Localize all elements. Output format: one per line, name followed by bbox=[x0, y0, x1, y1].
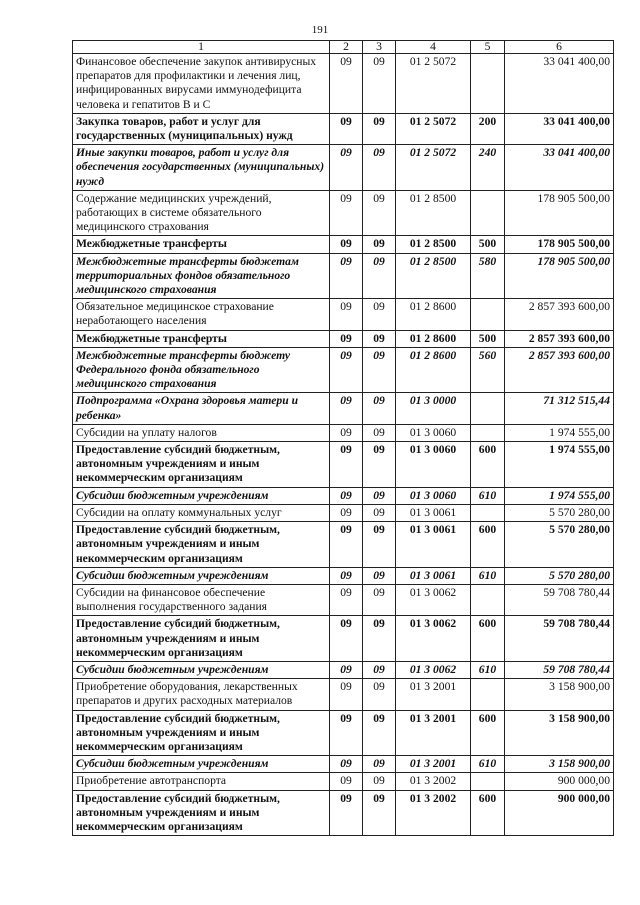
row-section: 09 bbox=[330, 253, 363, 299]
row-amount: 178 905 500,00 bbox=[505, 236, 614, 253]
table-row bbox=[73, 522, 614, 568]
row-subsection: 09 bbox=[363, 790, 396, 836]
row-section: 09 bbox=[330, 567, 363, 584]
table-row bbox=[73, 661, 614, 678]
row-section: 09 bbox=[330, 584, 363, 615]
row-amount: 5 570 280,00 bbox=[505, 522, 614, 568]
row-amount: 59 708 780,44 bbox=[505, 661, 614, 678]
row-section: 09 bbox=[330, 487, 363, 504]
row-expense-type bbox=[471, 504, 505, 521]
row-target-code: 01 3 0062 bbox=[396, 661, 471, 678]
row-name: Субсидии на финансовое обеспечение выполнения государственного задания bbox=[73, 584, 330, 615]
row-section: 09 bbox=[330, 442, 363, 488]
table-row bbox=[73, 710, 614, 756]
row-subsection: 09 bbox=[363, 54, 396, 114]
table-row bbox=[73, 113, 614, 144]
row-name: Субсидии бюджетным учреждениям bbox=[73, 567, 330, 584]
row-target-code: 01 3 0060 bbox=[396, 424, 471, 441]
row-target-code: 01 3 0000 bbox=[396, 393, 471, 424]
budget-table bbox=[72, 40, 614, 836]
row-subsection: 09 bbox=[363, 584, 396, 615]
row-section: 09 bbox=[330, 773, 363, 790]
row-amount: 33 041 400,00 bbox=[505, 145, 614, 191]
row-target-code: 01 3 2001 bbox=[396, 710, 471, 756]
row-amount: 178 905 500,00 bbox=[505, 190, 614, 236]
table-row bbox=[73, 487, 614, 504]
row-subsection: 09 bbox=[363, 487, 396, 504]
row-target-code: 01 2 8500 bbox=[396, 253, 471, 299]
row-subsection: 09 bbox=[363, 504, 396, 521]
row-subsection: 09 bbox=[363, 424, 396, 441]
row-subsection: 09 bbox=[363, 679, 396, 710]
row-amount: 33 041 400,00 bbox=[505, 113, 614, 144]
row-target-code: 01 3 0060 bbox=[396, 487, 471, 504]
row-amount: 5 570 280,00 bbox=[505, 504, 614, 521]
table-row bbox=[73, 190, 614, 236]
table-row bbox=[73, 756, 614, 773]
row-amount: 2 857 393 600,00 bbox=[505, 299, 614, 330]
header-col-2: 2 bbox=[330, 41, 363, 54]
row-subsection: 09 bbox=[363, 190, 396, 236]
row-target-code: 01 3 0062 bbox=[396, 584, 471, 615]
row-section: 09 bbox=[330, 330, 363, 347]
row-expense-type bbox=[471, 54, 505, 114]
row-section: 09 bbox=[330, 54, 363, 114]
row-name: Подпрограмма «Охрана здоровья матери и ребенка» bbox=[73, 393, 330, 424]
page-number: 191 bbox=[311, 24, 329, 36]
table-row bbox=[73, 773, 614, 790]
row-target-code: 01 2 8500 bbox=[396, 236, 471, 253]
row-expense-type: 600 bbox=[471, 710, 505, 756]
row-name: Межбюджетные трансферты bbox=[73, 330, 330, 347]
row-subsection: 09 bbox=[363, 236, 396, 253]
table-row bbox=[73, 393, 614, 424]
row-amount: 5 570 280,00 bbox=[505, 567, 614, 584]
row-subsection: 09 bbox=[363, 616, 396, 662]
row-name: Предоставление субсидий бюджетным, автономным учреждениям и иным некоммерческим организациям bbox=[73, 710, 330, 756]
row-expense-type: 610 bbox=[471, 567, 505, 584]
table-row bbox=[73, 253, 614, 299]
row-amount: 1 974 555,00 bbox=[505, 487, 614, 504]
row-name: Приобретение автотранспорта bbox=[73, 773, 330, 790]
row-expense-type bbox=[471, 393, 505, 424]
row-subsection: 09 bbox=[363, 145, 396, 191]
row-expense-type: 600 bbox=[471, 616, 505, 662]
row-amount: 900 000,00 bbox=[505, 773, 614, 790]
table-header-row bbox=[73, 41, 614, 54]
row-subsection: 09 bbox=[363, 522, 396, 568]
row-name: Субсидии на оплату коммунальных услуг bbox=[73, 504, 330, 521]
row-expense-type: 240 bbox=[471, 145, 505, 191]
table-row bbox=[73, 236, 614, 253]
row-target-code: 01 2 5072 bbox=[396, 54, 471, 114]
table-row bbox=[73, 424, 614, 441]
row-name: Предоставление субсидий бюджетным, автономным учреждениям и иным некоммерческим организациям bbox=[73, 616, 330, 662]
row-section: 09 bbox=[330, 616, 363, 662]
header-col-3: 3 bbox=[363, 41, 396, 54]
row-subsection: 09 bbox=[363, 442, 396, 488]
row-expense-type bbox=[471, 190, 505, 236]
row-expense-type bbox=[471, 679, 505, 710]
row-expense-type: 200 bbox=[471, 113, 505, 144]
row-name: Межбюджетные трансферты bbox=[73, 236, 330, 253]
row-name: Иные закупки товаров, работ и услуг для обеспечения государственных (муниципальных) нужд bbox=[73, 145, 330, 191]
row-target-code: 01 3 2001 bbox=[396, 756, 471, 773]
row-section: 09 bbox=[330, 504, 363, 521]
table-row bbox=[73, 584, 614, 615]
row-target-code: 01 3 2002 bbox=[396, 773, 471, 790]
row-name: Содержание медицинских учреждений, работающих в системе обязательного медицинского страхования bbox=[73, 190, 330, 236]
row-expense-type bbox=[471, 299, 505, 330]
row-subsection: 09 bbox=[363, 347, 396, 393]
row-section: 09 bbox=[330, 756, 363, 773]
row-expense-type: 600 bbox=[471, 442, 505, 488]
row-expense-type: 500 bbox=[471, 330, 505, 347]
row-target-code: 01 2 5072 bbox=[396, 145, 471, 191]
row-amount: 1 974 555,00 bbox=[505, 424, 614, 441]
row-expense-type bbox=[471, 773, 505, 790]
row-section: 09 bbox=[330, 347, 363, 393]
row-amount: 3 158 900,00 bbox=[505, 710, 614, 756]
table-row bbox=[73, 330, 614, 347]
row-name: Финансовое обеспечение закупок антивирусных препаратов для профилактики и лечения лиц, инфицированных вирусами иммунодефицита человека и гепатитов В и С bbox=[73, 54, 330, 114]
row-expense-type: 610 bbox=[471, 487, 505, 504]
row-name: Субсидии бюджетным учреждениям bbox=[73, 661, 330, 678]
row-target-code: 01 2 8600 bbox=[396, 347, 471, 393]
row-subsection: 09 bbox=[363, 113, 396, 144]
row-expense-type bbox=[471, 584, 505, 615]
row-name: Предоставление субсидий бюджетным, автономным учреждениям и иным некоммерческим организациям bbox=[73, 442, 330, 488]
row-section: 09 bbox=[330, 113, 363, 144]
row-target-code: 01 2 8600 bbox=[396, 299, 471, 330]
row-subsection: 09 bbox=[363, 756, 396, 773]
row-subsection: 09 bbox=[363, 393, 396, 424]
row-expense-type: 580 bbox=[471, 253, 505, 299]
row-target-code: 01 2 8600 bbox=[396, 330, 471, 347]
row-expense-type: 500 bbox=[471, 236, 505, 253]
header-col-1: 1 bbox=[73, 41, 330, 54]
table-row bbox=[73, 347, 614, 393]
row-section: 09 bbox=[330, 424, 363, 441]
row-name: Предоставление субсидий бюджетным, автономным учреждениям и иным некоммерческим организациям bbox=[73, 790, 330, 836]
header-col-4: 4 bbox=[396, 41, 471, 54]
row-amount: 59 708 780,44 bbox=[505, 616, 614, 662]
row-target-code: 01 3 2002 bbox=[396, 790, 471, 836]
row-section: 09 bbox=[330, 190, 363, 236]
row-target-code: 01 2 8500 bbox=[396, 190, 471, 236]
row-section: 09 bbox=[330, 710, 363, 756]
table-row bbox=[73, 299, 614, 330]
row-amount: 2 857 393 600,00 bbox=[505, 347, 614, 393]
row-amount: 3 158 900,00 bbox=[505, 679, 614, 710]
table-row bbox=[73, 442, 614, 488]
row-target-code: 01 3 2001 bbox=[396, 679, 471, 710]
row-expense-type: 600 bbox=[471, 790, 505, 836]
row-subsection: 09 bbox=[363, 773, 396, 790]
row-expense-type: 600 bbox=[471, 522, 505, 568]
row-subsection: 09 bbox=[363, 330, 396, 347]
table-row bbox=[73, 790, 614, 836]
row-section: 09 bbox=[330, 299, 363, 330]
row-name: Предоставление субсидий бюджетным, автономным учреждениям и иным некоммерческим организациям bbox=[73, 522, 330, 568]
row-amount: 33 041 400,00 bbox=[505, 54, 614, 114]
row-subsection: 09 bbox=[363, 253, 396, 299]
header-col-5: 5 bbox=[471, 41, 505, 54]
table-row bbox=[73, 679, 614, 710]
row-subsection: 09 bbox=[363, 661, 396, 678]
row-amount: 1 974 555,00 bbox=[505, 442, 614, 488]
row-section: 09 bbox=[330, 661, 363, 678]
row-name: Субсидии бюджетным учреждениям bbox=[73, 756, 330, 773]
row-name: Приобретение оборудования, лекарственных препаратов и других расходных материалов bbox=[73, 679, 330, 710]
table-row bbox=[73, 54, 614, 114]
row-target-code: 01 3 0062 bbox=[396, 616, 471, 662]
row-target-code: 01 2 5072 bbox=[396, 113, 471, 144]
row-amount: 3 158 900,00 bbox=[505, 756, 614, 773]
row-expense-type bbox=[471, 424, 505, 441]
row-name: Закупка товаров, работ и услуг для государственных (муниципальных) нужд bbox=[73, 113, 330, 144]
table-row bbox=[73, 616, 614, 662]
row-amount: 178 905 500,00 bbox=[505, 253, 614, 299]
row-expense-type: 610 bbox=[471, 756, 505, 773]
row-section: 09 bbox=[330, 522, 363, 568]
row-amount: 71 312 515,44 bbox=[505, 393, 614, 424]
row-name: Субсидии бюджетным учреждениям bbox=[73, 487, 330, 504]
row-target-code: 01 3 0060 bbox=[396, 442, 471, 488]
row-expense-type: 610 bbox=[471, 661, 505, 678]
row-amount: 2 857 393 600,00 bbox=[505, 330, 614, 347]
row-section: 09 bbox=[330, 236, 363, 253]
row-target-code: 01 3 0061 bbox=[396, 522, 471, 568]
table-row bbox=[73, 504, 614, 521]
row-expense-type: 560 bbox=[471, 347, 505, 393]
row-section: 09 bbox=[330, 393, 363, 424]
row-amount: 59 708 780,44 bbox=[505, 584, 614, 615]
row-subsection: 09 bbox=[363, 567, 396, 584]
row-name: Обязательное медицинское страхование неработающего населения bbox=[73, 299, 330, 330]
row-section: 09 bbox=[330, 679, 363, 710]
row-section: 09 bbox=[330, 790, 363, 836]
row-target-code: 01 3 0061 bbox=[396, 567, 471, 584]
row-name: Субсидии на уплату налогов bbox=[73, 424, 330, 441]
row-subsection: 09 bbox=[363, 299, 396, 330]
row-subsection: 09 bbox=[363, 710, 396, 756]
row-amount: 900 000,00 bbox=[505, 790, 614, 836]
row-section: 09 bbox=[330, 145, 363, 191]
row-name: Межбюджетные трансферты бюджету Федерального фонда обязательного медицинского страхования bbox=[73, 347, 330, 393]
header-col-6: 6 bbox=[505, 41, 614, 54]
table-row bbox=[73, 145, 614, 191]
row-name: Межбюджетные трансферты бюджетам территориальных фондов обязательного медицинского страхования bbox=[73, 253, 330, 299]
table-row bbox=[73, 567, 614, 584]
row-target-code: 01 3 0061 bbox=[396, 504, 471, 521]
